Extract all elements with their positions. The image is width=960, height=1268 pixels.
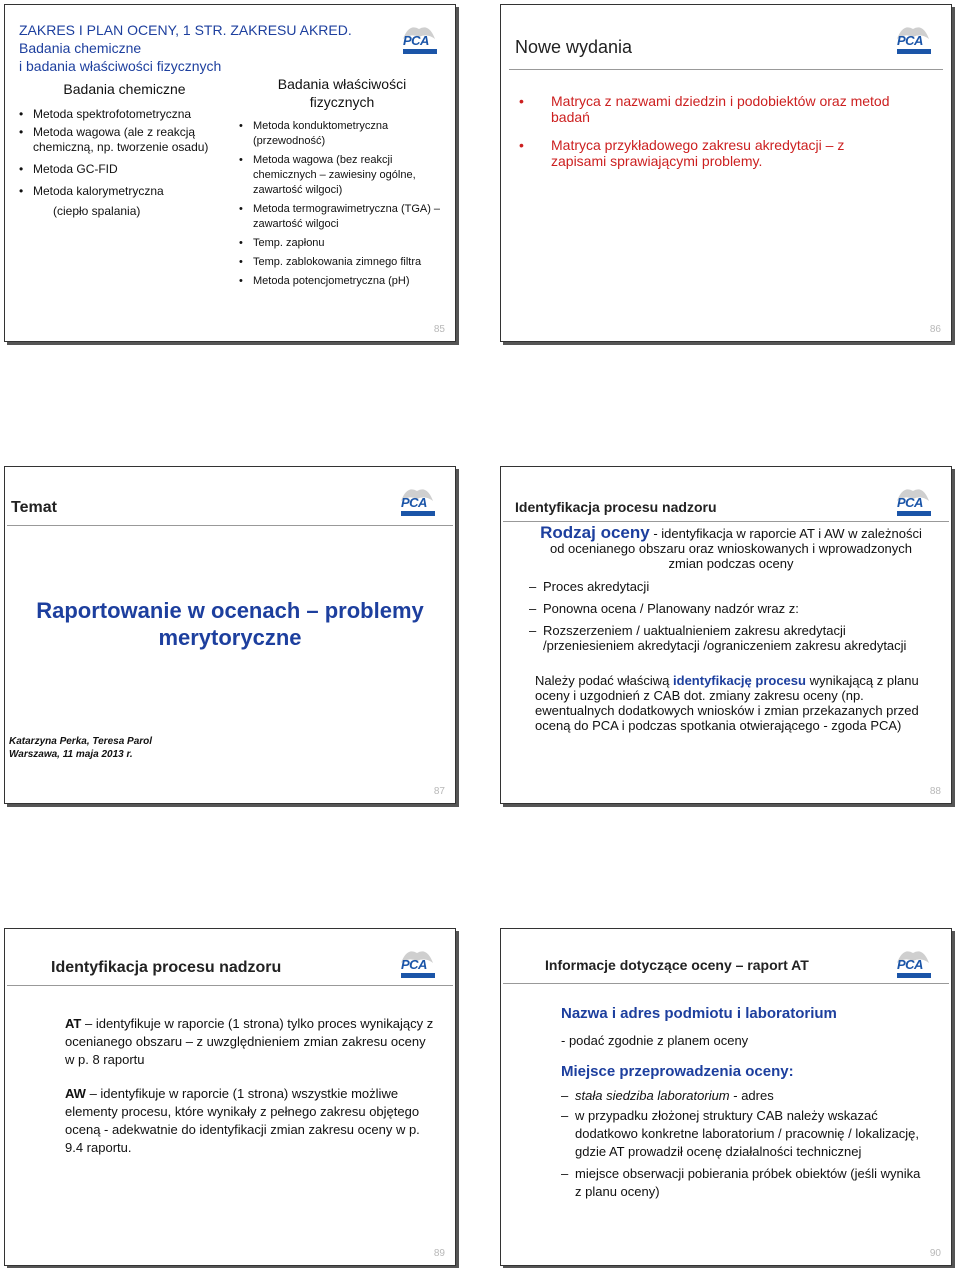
- presentation-title: Raportowanie w ocenach – problemy merytoryczne: [36, 598, 424, 650]
- list-item: • Metoda termograwimetryczna (TGA) – zawartość wilgoci: [237, 202, 447, 232]
- list-item: – Rozszerzeniem / uaktualnieniem zakresu akredytacji /przeniesieniem akredytacji /ograniczeniem zakresu akredytacji: [529, 623, 919, 653]
- list-item: • Metoda wagowa (ale z reakcją chemiczną, np. tworzenie osadu): [17, 125, 232, 155]
- list-item: • Metoda konduktometryczna (przewodność): [237, 119, 447, 149]
- slide-title: ZAKRES I PLAN OCENY, 1 STR. ZAKRESU AKRED. Badania chemiczne i badania właściwości fizycznych: [19, 22, 352, 74]
- page-number: 88: [929, 786, 941, 797]
- divider: [503, 983, 949, 984]
- pca-logo: PCA: [389, 481, 445, 527]
- list-item: • Metoda spektrofotometryczna: [17, 107, 232, 122]
- items-list: [529, 579, 919, 653]
- pca-logo: PCA: [885, 481, 941, 527]
- list-item: – miejsce obserwacji pobierania próbek obiektów (jeśli wynika z planu oceny): [561, 1165, 921, 1201]
- list-item: – Proces akredytacji: [529, 579, 919, 594]
- authors: Katarzyna Perka, Teresa Parol Warszawa, 11 maja 2013 r.: [9, 736, 153, 760]
- slide-title: Identyfikacja procesu nadzoru: [515, 499, 717, 515]
- slide-85: [4, 4, 456, 342]
- slide-86: [500, 4, 952, 342]
- list-item: • Metoda kalorymetryczna: [17, 184, 232, 199]
- slide-title: Nowe wydania: [515, 37, 633, 57]
- pca-logo: PCA: [885, 19, 941, 65]
- right-heading: Badania właściwości fizycznych: [277, 76, 407, 110]
- pca-logo: PCA: [389, 943, 445, 989]
- page-number: 90: [929, 1248, 941, 1259]
- page-number: 86: [929, 324, 941, 335]
- divider: [503, 521, 949, 522]
- highlight-term: identyfikację procesu: [673, 673, 806, 688]
- slide-title: Temat: [11, 499, 57, 516]
- list-item: • Metoda potencjometryczna (pH): [237, 274, 447, 289]
- note: (ciepło spalania): [53, 204, 141, 218]
- location-list: [561, 1087, 921, 1201]
- list-item: – w przypadku złożonej struktury CAB należy wskazać dodatkowo konkretne laboratorium / pracownię / lokalizację, gdzie AT prowadził ocenę działalności technicznej: [561, 1107, 921, 1161]
- left-heading: Badania chemiczne: [63, 81, 186, 97]
- slide-title: Informacje dotyczące oceny – raport AT: [545, 957, 809, 973]
- highlight-term: Rodzaj oceny: [540, 523, 650, 542]
- list-item: • Temp. zapłonu: [237, 236, 447, 251]
- items-list: [517, 93, 897, 169]
- slide-90: [500, 928, 952, 1266]
- page-number: 85: [433, 324, 445, 335]
- lead-text: Rodzaj oceny - identyfikacja w raporcie AT i AW w zależności od ocenianego obszaru oraz wnioskowanych i wprowadzonych zmian podczas oceny: [540, 523, 922, 571]
- list-item: • Metoda wagowa (bez reakcji chemicznych – zawiesiny ogólne, zawartość wilgoci): [237, 153, 447, 198]
- page-number: 87: [433, 786, 445, 797]
- slide-87: [4, 466, 456, 804]
- divider: [509, 69, 943, 70]
- divider: [7, 985, 453, 986]
- list-item: • Matryca z nazwami dziedzin i podobiektów oraz metod badań: [517, 93, 897, 125]
- divider: [7, 525, 453, 526]
- page-number: 89: [433, 1248, 445, 1259]
- section-text: - podać zgodnie z planem oceny: [561, 1033, 749, 1048]
- paragraph-at: AT – identyfikuje w raporcie (1 strona) tylko proces wynikający z ocenianego obszaru – z uwzględnieniem zmian zakresu oceny w p. 8 raportu: [65, 1016, 434, 1067]
- list-item: – stała siedziba laboratorium - adres: [561, 1087, 921, 1105]
- slide-88: [500, 466, 952, 804]
- slide-title: Identyfikacja procesu nadzoru: [51, 959, 282, 976]
- list-item: • Matryca przykładowego zakresu akredytacji – z zapisami sprawiającymi problemy.: [517, 137, 897, 169]
- list-item: • Temp. zablokowania zimnego filtra: [237, 255, 447, 270]
- paragraph: Należy podać właściwą identyfikację procesu wynikającą z planu oceny i uzgodnień z CAB dot. zmiany zakresu oceny (np. ewentualnych dodatkowych wniosków i zmian przekazanych przed oceną do PCA i podczas spotkania otwierającego - zgoda PCA): [535, 673, 919, 733]
- pca-logo: PCA: [885, 943, 941, 989]
- section-heading: Nazwa i adres podmiotu i laboratorium: [561, 1005, 837, 1022]
- physical-column: [237, 75, 447, 289]
- list-item: • Metoda GC-FID: [17, 162, 232, 177]
- slide-89: [4, 928, 456, 1266]
- pca-logo: PCA: [391, 19, 447, 65]
- chemical-column: [17, 81, 232, 218]
- paragraph-aw: AW – identyfikuje w raporcie (1 strona) wszystkie możliwe elementy procesu, które wynikały z pełnego zakresu objętego oceną - adekwatnie do identyfikacji zmian zakresu oceny w p. 9.4 raportu.: [65, 1086, 420, 1155]
- list-item: – Ponowna ocena / Planowany nadzór wraz z:: [529, 601, 919, 616]
- section-heading: Miejsce przeprowadzenia oceny:: [561, 1063, 794, 1080]
